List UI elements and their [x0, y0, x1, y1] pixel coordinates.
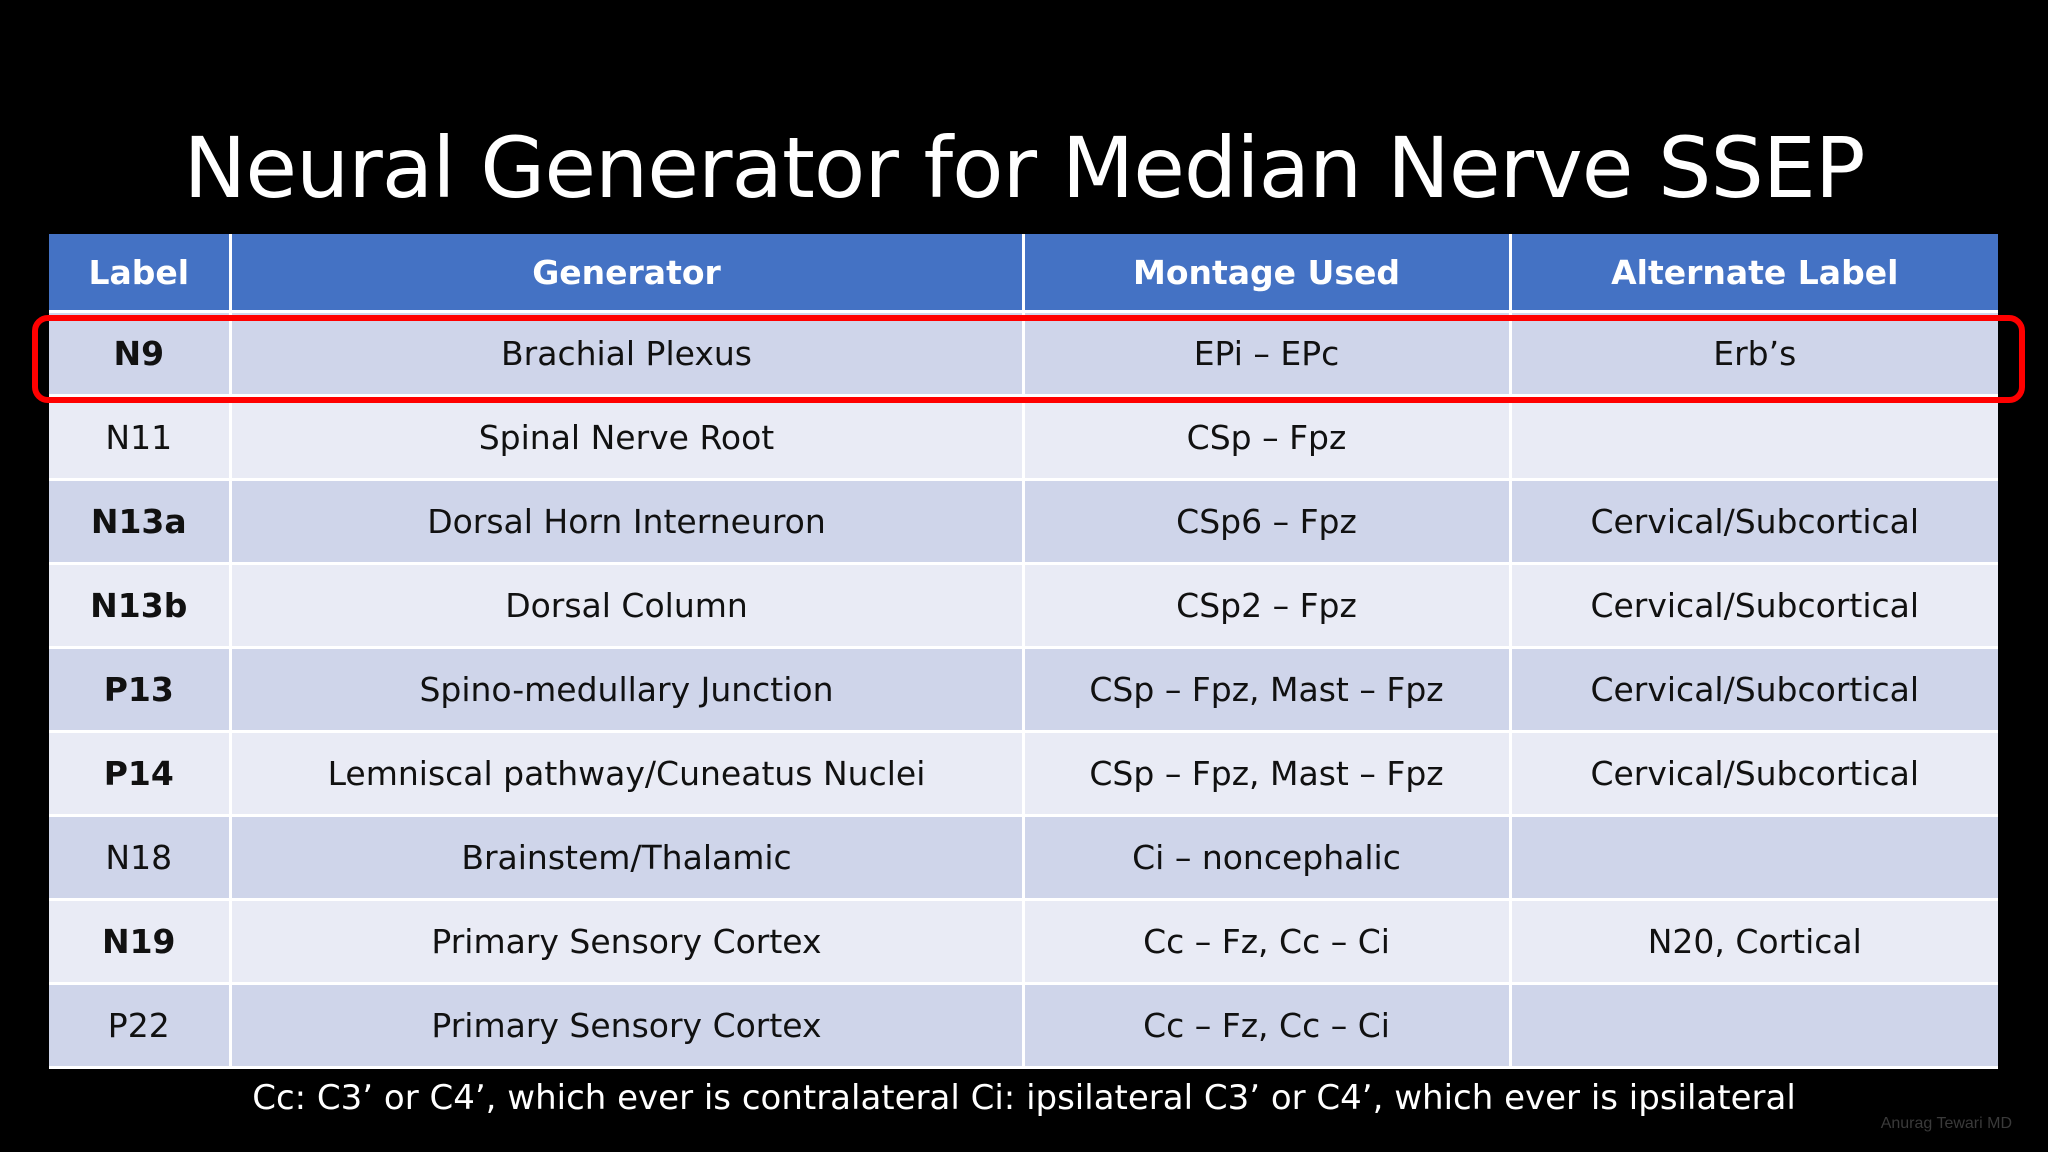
- cell-alternate-label: Erb’s: [1510, 312, 1998, 396]
- table-row: [49, 480, 1998, 564]
- header-generator: Generator: [230, 234, 1023, 312]
- table-row: [49, 312, 1998, 396]
- cell-label: N13a: [49, 480, 230, 564]
- cell-label: N13b: [49, 564, 230, 648]
- cell-generator: Spino-medullary Junction: [230, 648, 1023, 732]
- cell-generator: Dorsal Horn Interneuron: [230, 480, 1023, 564]
- table-row: [49, 816, 1998, 900]
- author-watermark: Anurag Tewari MD: [1880, 1115, 2012, 1132]
- table-body: [49, 312, 1998, 1068]
- table-row: [49, 648, 1998, 732]
- table-row: [49, 900, 1998, 984]
- cell-label: N9: [49, 312, 230, 396]
- cell-generator: Dorsal Column: [230, 564, 1023, 648]
- cell-montage: CSp – Fpz, Mast – Fpz: [1023, 732, 1510, 816]
- cell-label: P14: [49, 732, 230, 816]
- cell-montage: CSp – Fpz: [1023, 396, 1510, 480]
- cell-label: P13: [49, 648, 230, 732]
- table-row: [49, 732, 1998, 816]
- cell-montage: CSp2 – Fpz: [1023, 564, 1510, 648]
- cell-generator: Lemniscal pathway/Cuneatus Nuclei: [230, 732, 1023, 816]
- cell-generator: Primary Sensory Cortex: [230, 984, 1023, 1068]
- header-montage: Montage Used: [1023, 234, 1510, 312]
- table-row: [49, 564, 1998, 648]
- cell-alternate-label: Cervical/Subcortical: [1510, 564, 1998, 648]
- cell-montage: Cc – Fz, Cc – Ci: [1023, 984, 1510, 1068]
- cell-label: N18: [49, 816, 230, 900]
- cell-montage: EPi – EPc: [1023, 312, 1510, 396]
- slide-title: Neural Generator for Median Nerve SSEP: [183, 119, 1865, 217]
- cell-alternate-label: [1510, 984, 1998, 1068]
- cell-label: N19: [49, 900, 230, 984]
- table-row: [49, 984, 1998, 1068]
- header-label: Label: [49, 234, 230, 312]
- cell-alternate-label: [1510, 396, 1998, 480]
- cell-label: P22: [49, 984, 230, 1068]
- cell-generator: Brainstem/Thalamic: [230, 816, 1023, 900]
- table-row: [49, 396, 1998, 480]
- cell-montage: CSp – Fpz, Mast – Fpz: [1023, 648, 1510, 732]
- cell-generator: Primary Sensory Cortex: [230, 900, 1023, 984]
- cell-montage: Cc – Fz, Cc – Ci: [1023, 900, 1510, 984]
- cell-alternate-label: N20, Cortical: [1510, 900, 1998, 984]
- generator-table-container: [49, 234, 1998, 1069]
- table-header-row: [49, 234, 1998, 312]
- cell-generator: Spinal Nerve Root: [230, 396, 1023, 480]
- cell-alternate-label: [1510, 816, 1998, 900]
- cell-alternate-label: Cervical/Subcortical: [1510, 648, 1998, 732]
- cell-label: N11: [49, 396, 230, 480]
- header-alternate-label: Alternate Label: [1510, 234, 1998, 312]
- generator-table: [49, 234, 1998, 1069]
- cell-alternate-label: Cervical/Subcortical: [1510, 732, 1998, 816]
- cell-generator: Brachial Plexus: [230, 312, 1023, 396]
- footnote: Cc: C3’ or C4’, which ever is contralateral Ci: ipsilateral C3’ or C4’, which ever is ipsilateral: [252, 1078, 1796, 1118]
- cell-alternate-label: Cervical/Subcortical: [1510, 480, 1998, 564]
- cell-montage: Ci – noncephalic: [1023, 816, 1510, 900]
- cell-montage: CSp6 – Fpz: [1023, 480, 1510, 564]
